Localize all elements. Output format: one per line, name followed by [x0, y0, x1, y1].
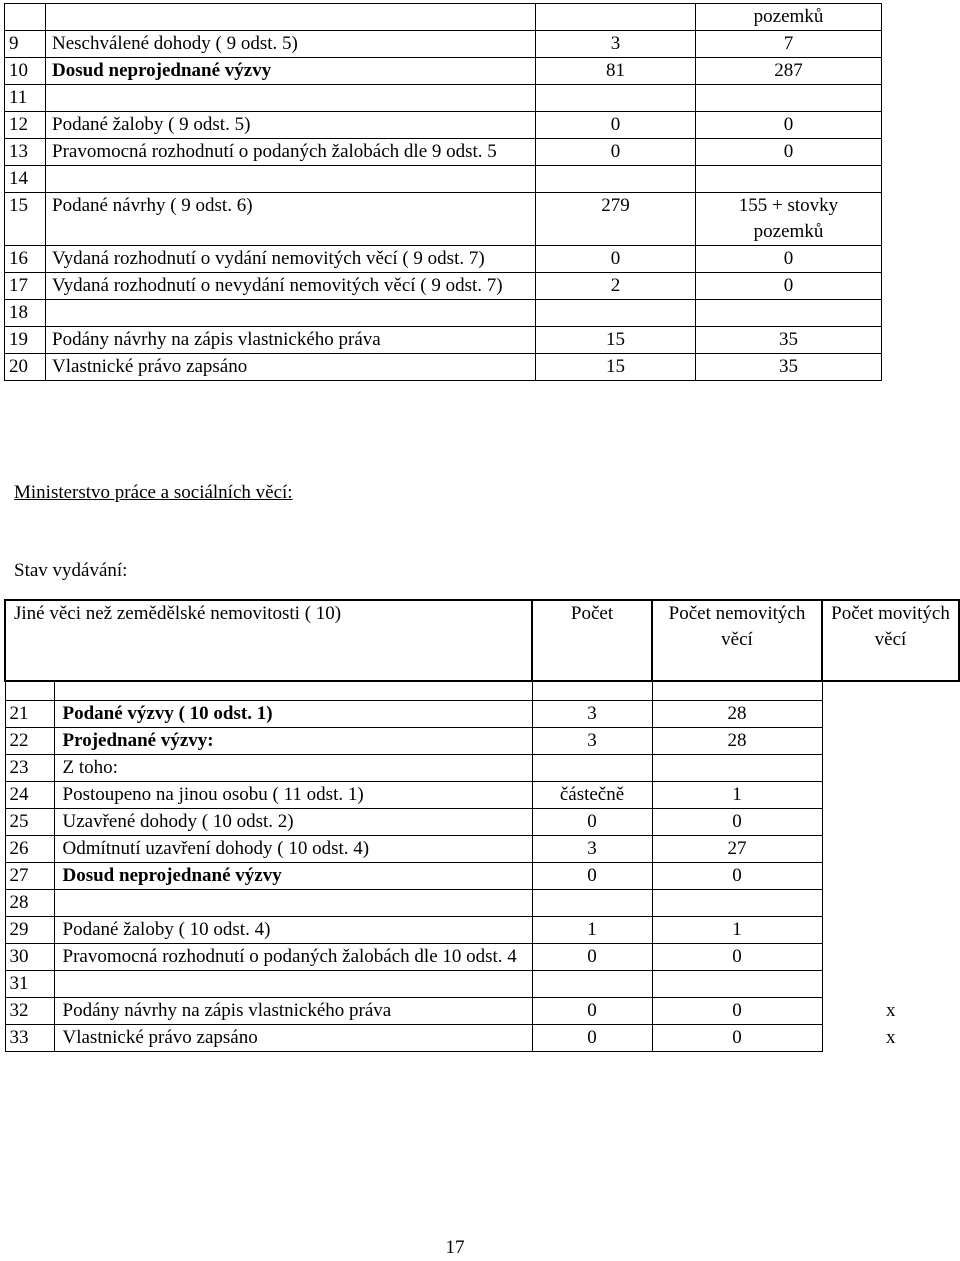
- row-value-count: [536, 166, 696, 193]
- row-label: Z toho:: [54, 755, 532, 782]
- row-value-immovable: 0: [652, 1025, 822, 1052]
- row-value-immovable: 0: [652, 998, 822, 1025]
- row-value-movable: [822, 782, 959, 809]
- row-value-immovable: 1: [652, 917, 822, 944]
- row-label: Vydaná rozhodnutí o vydání nemovitých věcí ( 9 odst. 7): [46, 246, 536, 273]
- row-value-parcels: 0: [696, 246, 882, 273]
- header-immovable: Počet nemovitých věcí: [652, 600, 822, 681]
- row-number: 14: [5, 166, 46, 193]
- row-number: 18: [5, 300, 46, 327]
- row-number: 11: [5, 85, 46, 112]
- table-row: [5, 300, 882, 327]
- row-label: Dosud neprojednané výzvy: [54, 863, 532, 890]
- header-movable: Počet movitých věcí: [822, 600, 959, 681]
- row-number: 12: [5, 112, 46, 139]
- table-row: [5, 1025, 959, 1052]
- row-value-movable: [822, 971, 959, 998]
- table-row: [5, 58, 882, 85]
- table-row: [5, 166, 882, 193]
- row-number: 31: [5, 971, 54, 998]
- row-number: 19: [5, 327, 46, 354]
- row-value-immovable: [652, 971, 822, 998]
- table-row: [5, 327, 882, 354]
- row-value-count: 0: [532, 809, 652, 836]
- row-value-movable: [822, 944, 959, 971]
- row-number: 10: [5, 58, 46, 85]
- row-value-count: 3: [536, 31, 696, 58]
- row-number: 29: [5, 917, 54, 944]
- row-label: Odmítnutí uzavření dohody ( 10 odst. 4): [54, 836, 532, 863]
- row-value-count: 2: [536, 273, 696, 300]
- row-number: 33: [5, 1025, 54, 1052]
- row-value-immovable: 0: [652, 809, 822, 836]
- row-value-count: 0: [532, 863, 652, 890]
- row-value-count: 0: [536, 139, 696, 166]
- row-value-parcels: 7: [696, 31, 882, 58]
- row-label: Pravomocná rozhodnutí o podaných žalobách dle 9 odst. 5: [46, 139, 536, 166]
- row-value-count: 3: [532, 701, 652, 728]
- header-count: Počet: [532, 600, 652, 681]
- table-row: [5, 701, 959, 728]
- row-value-movable: [822, 701, 959, 728]
- row-value-count: [536, 85, 696, 112]
- table-row: [5, 836, 959, 863]
- row-number: 26: [5, 836, 54, 863]
- table-row: [5, 273, 882, 300]
- row-number: 28: [5, 890, 54, 917]
- continued-cell: pozemků: [696, 4, 882, 31]
- row-label: Neschválené dohody ( 9 odst. 5): [46, 31, 536, 58]
- table-row: [5, 112, 882, 139]
- row-number: 21: [5, 701, 54, 728]
- row-number: 25: [5, 809, 54, 836]
- table-row: [5, 4, 882, 31]
- row-label: Podané výzvy ( 10 odst. 1): [54, 701, 532, 728]
- row-value-movable: [822, 809, 959, 836]
- row-value-parcels: [696, 166, 882, 193]
- table-restitution-1: [4, 3, 882, 381]
- row-label: Dosud neprojednané výzvy: [46, 58, 536, 85]
- row-value-parcels: 0: [696, 112, 882, 139]
- row-value-count: 0: [532, 1025, 652, 1052]
- row-number: 16: [5, 246, 46, 273]
- header-title: Jiné věci než zemědělské nemovitosti ( 10): [5, 600, 532, 681]
- row-number: 24: [5, 782, 54, 809]
- row-value-immovable: 28: [652, 701, 822, 728]
- row-label: [54, 971, 532, 998]
- table-row: [5, 890, 959, 917]
- row-value-immovable: 28: [652, 728, 822, 755]
- table-row: [5, 31, 882, 58]
- section-heading: Ministerstvo práce a sociálních věcí:: [14, 482, 293, 503]
- row-value-count: 1: [532, 917, 652, 944]
- row-value-count: [532, 890, 652, 917]
- row-label: [46, 166, 536, 193]
- row-value-count: 3: [532, 836, 652, 863]
- row-number: 30: [5, 944, 54, 971]
- row-label: Vlastnické právo zapsáno: [46, 354, 536, 381]
- table-row: [5, 246, 882, 273]
- table-row: [5, 809, 959, 836]
- row-number: 17: [5, 273, 46, 300]
- row-label: Podané návrhy ( 9 odst. 6): [46, 193, 536, 246]
- row-value-parcels: 287: [696, 58, 882, 85]
- row-label: Postoupeno na jinou osobu ( 11 odst. 1): [54, 782, 532, 809]
- row-value-parcels: [696, 300, 882, 327]
- table-row: [5, 863, 959, 890]
- row-value-count: 0: [532, 998, 652, 1025]
- table-row: [5, 917, 959, 944]
- row-value-immovable: 27: [652, 836, 822, 863]
- page-number: 17: [445, 1237, 465, 1258]
- row-number: 32: [5, 998, 54, 1025]
- table-row: [5, 354, 882, 381]
- row-value-movable: [822, 728, 959, 755]
- row-label: Projednané výzvy:: [54, 728, 532, 755]
- table-row: [5, 944, 959, 971]
- row-value-count: 0: [536, 112, 696, 139]
- row-value-immovable: [652, 890, 822, 917]
- row-value-immovable: 0: [652, 944, 822, 971]
- row-number: 23: [5, 755, 54, 782]
- row-label: Vydaná rozhodnutí o nevydání nemovitých věcí ( 9 odst. 7): [46, 273, 536, 300]
- row-value-count: 15: [536, 354, 696, 381]
- row-value-count: 81: [536, 58, 696, 85]
- table-spacer-row: [5, 681, 959, 701]
- table-restitution-2: [4, 599, 960, 1052]
- table-row: [5, 193, 882, 246]
- table-row: [5, 998, 959, 1025]
- row-number: 13: [5, 139, 46, 166]
- row-label: [46, 300, 536, 327]
- row-value-parcels: [696, 85, 882, 112]
- table-row: [5, 782, 959, 809]
- row-value-count: 0: [536, 246, 696, 273]
- table-row: [5, 728, 959, 755]
- row-value-movable: [822, 836, 959, 863]
- row-value-count: [536, 300, 696, 327]
- row-number: 20: [5, 354, 46, 381]
- section-subheading: Stav vydávání:: [14, 560, 128, 581]
- table-row: [5, 85, 882, 112]
- row-value-count: 15: [536, 327, 696, 354]
- row-value-movable: [822, 755, 959, 782]
- row-value-movable: x: [822, 998, 959, 1025]
- row-label: [54, 890, 532, 917]
- row-value-count: 3: [532, 728, 652, 755]
- row-value-parcels: 35: [696, 354, 882, 381]
- row-label: [46, 85, 536, 112]
- row-value-movable: [822, 890, 959, 917]
- row-value-count: 279: [536, 193, 696, 246]
- row-value-immovable: 1: [652, 782, 822, 809]
- row-value-immovable: [652, 755, 822, 782]
- row-label: Podány návrhy na zápis vlastnického práva: [46, 327, 536, 354]
- row-label: Uzavřené dohody ( 10 odst. 2): [54, 809, 532, 836]
- row-value-parcels: 155 + stovky pozemků: [696, 193, 882, 246]
- row-label: Vlastnické právo zapsáno: [54, 1025, 532, 1052]
- row-label: Podané žaloby ( 9 odst. 5): [46, 112, 536, 139]
- row-number: 27: [5, 863, 54, 890]
- table-row: [5, 971, 959, 998]
- row-value-immovable: 0: [652, 863, 822, 890]
- table-row: [5, 139, 882, 166]
- row-value-movable: [822, 863, 959, 890]
- row-number: 9: [5, 31, 46, 58]
- table-header-row: [5, 600, 959, 681]
- row-number: 22: [5, 728, 54, 755]
- row-value-movable: x: [822, 1025, 959, 1052]
- row-value-movable: [822, 917, 959, 944]
- row-value-count: částečně: [532, 782, 652, 809]
- row-label: Pravomocná rozhodnutí o podaných žalobách dle 10 odst. 4: [54, 944, 532, 971]
- row-label: Podané žaloby ( 10 odst. 4): [54, 917, 532, 944]
- table-row: [5, 755, 959, 782]
- row-value-parcels: 35: [696, 327, 882, 354]
- row-value-count: 0: [532, 944, 652, 971]
- row-value-parcels: 0: [696, 139, 882, 166]
- row-label: Podány návrhy na zápis vlastnického práva: [54, 998, 532, 1025]
- row-value-parcels: 0: [696, 273, 882, 300]
- row-value-count: [532, 755, 652, 782]
- row-number: 15: [5, 193, 46, 246]
- row-value-count: [532, 971, 652, 998]
